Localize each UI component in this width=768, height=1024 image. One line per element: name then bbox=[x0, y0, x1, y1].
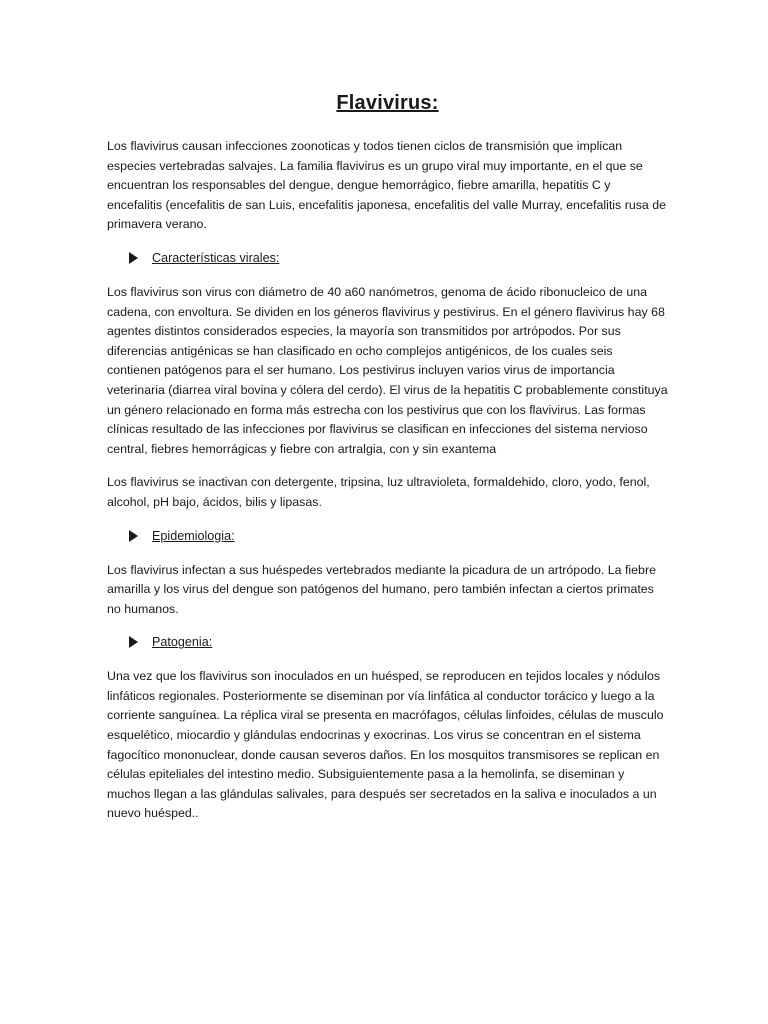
paragraph-epidemiologia: Los flavivirus infectan a sus huéspedes vertebrados mediante la picadura de un artrópodo. La fiebre amarilla y los virus del dengue son patógenos del humano, pero también infectan a ciertos primates no humanos. bbox=[107, 562, 656, 616]
paragraph-patogenia: Una vez que los flavivirus son inoculados en un huésped, se reproducen en tejidos locales y nódulos linfáticos regionales. Posteriormente se diseminan por vía linfática al conductor torácico y luego a la corriente sanguínea. La réplica viral se presenta en macrófagos, células linfoides, células de musculo esquelético, miocardio y glándulas endocrinas y exocrinas. Los virus se concentran en el sistema fagocítico mononuclear, donde causan severos daños. En los mosquitos transmisores se replican en células epiteliales del intestino medio. Subsiguientemente pasa a la hemolinfa, se diseminan y muchos llegan a las glándulas salivales, para después ser secretados en la saliva e inoculados a un nuevo huésped.. bbox=[107, 669, 664, 821]
section-heading-label: Características virales: bbox=[152, 250, 280, 265]
paragraph-caracteristicas-1: Los flavivirus son virus con diámetro de 40 a60 nanómetros, genoma de ácido ribonucleico de una cadena, con envoltura. Se dividen en los géneros flavivirus y pestivirus. En el género flavivirus hay 68 agentes distintos considerados especies, la mayoría son transmitidos por artrópodos. Por sus diferencias antigénicas se han clasificado en ocho complejos antigénicos, de los cuales seis contienen patógenos para el ser humano. Los pestivirus incluyen varios virus de importancia veterinaria (diarrea viral bovina y cólera del cerdo). El virus de la hepatitis C probablemente constituya un género relacionado en forma más estrecha con los pestivirus que con los flavivirus. Las formas clínicas resultado de las infecciones por flavivirus se clasifican en infecciones del sistema nervioso central, fiebres hemorrágicas y fiebre con artralgia, con y sin exantema bbox=[107, 284, 668, 456]
section-heading-patogenia bbox=[129, 633, 668, 651]
section-heading-epidemiologia bbox=[129, 527, 668, 545]
paragraph-caracteristicas-2: Los flavivirus se inactivan con detergente, tripsina, luz ultravioleta, formaldehido, cloro, yodo, fenol, alcohol, pH bajo, ácidos, bilis y lipasas. bbox=[107, 475, 650, 509]
arrowhead-bullet-icon bbox=[129, 252, 138, 264]
page-title: Flavivirus: bbox=[336, 92, 439, 114]
section-heading-caracteristicas bbox=[129, 249, 668, 267]
arrowhead-bullet-icon bbox=[129, 530, 138, 542]
section-heading-label: Patogenia: bbox=[152, 635, 213, 650]
section-heading-label: Epidemiologia: bbox=[152, 528, 235, 543]
arrowhead-bullet-icon bbox=[129, 636, 138, 648]
intro-paragraph: Los flavivirus causan infecciones zoonoticas y todos tienen ciclos de transmisión que implican especies vertebradas salvajes. La familia flavivirus es un grupo viral muy importante, en el que se encuentran los responsables del dengue, dengue hemorrágico, fiebre amarilla, hepatitis C y encefalitis (encefalitis de san Luis, encefalitis japonesa, encefalitis del valle Murray, encefalitis rusa de primavera verano. bbox=[107, 139, 667, 232]
